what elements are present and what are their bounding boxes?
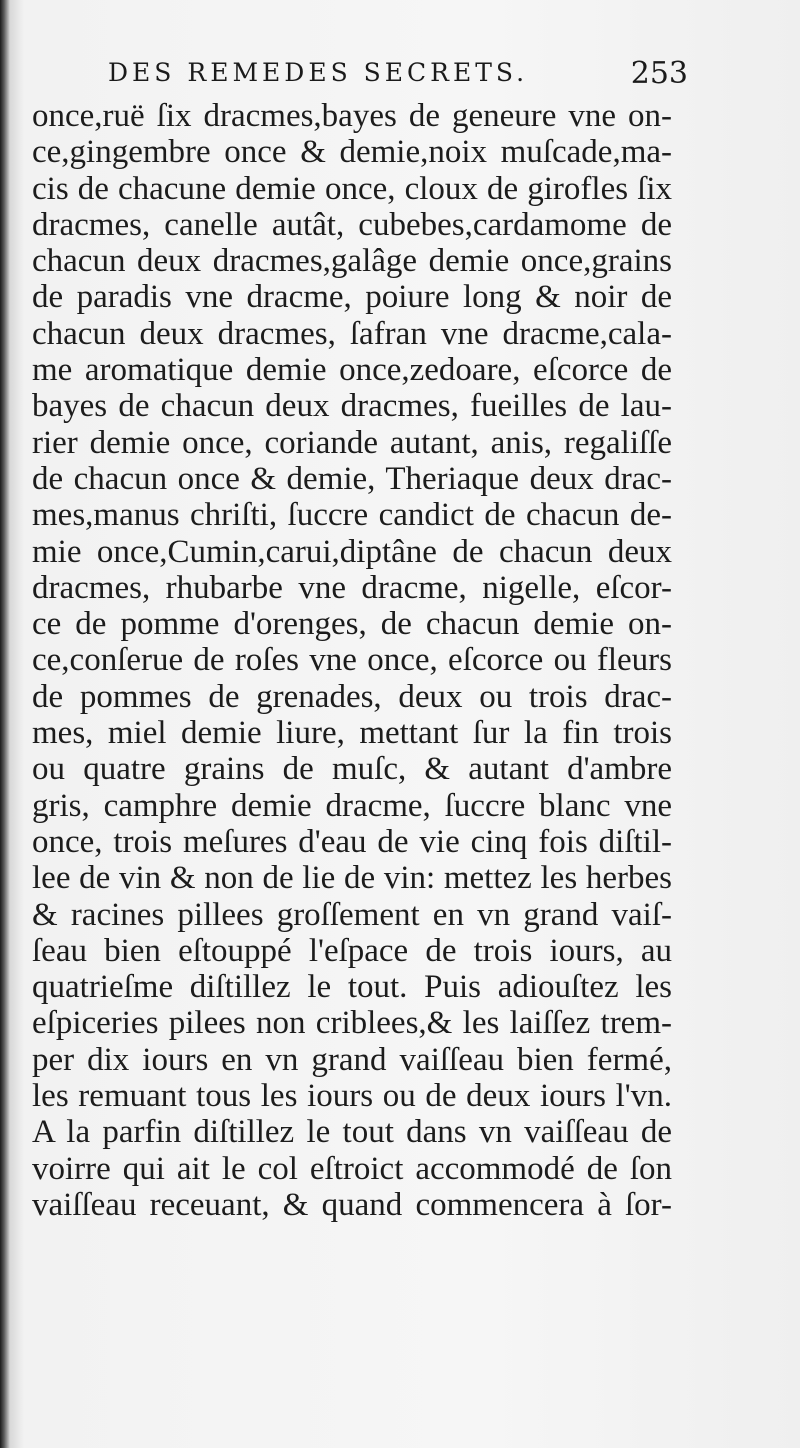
- text-line: de pommes de grenades, deux ou trois drac-: [32, 678, 672, 715]
- text-line: voirre qui ait le col eſtroict accommodé de ſon: [32, 1150, 672, 1187]
- text-line: mie once,Cumin,carui,diptâne de chacun deux: [32, 533, 672, 570]
- body-text: [32, 98, 672, 1223]
- text-line: quatrieſme diſtillez le tout. Puis adiouſtez les: [32, 969, 672, 1006]
- text-line: gris, camphre demie dracme, ſuccre blanc vne: [32, 787, 672, 824]
- text-line: ſeau bien eſtouppé l'eſpace de trois iours, au: [32, 932, 672, 969]
- text-line: dracmes, canelle autât, cubebes,cardamome de: [32, 206, 672, 243]
- text-line: chacun deux dracmes,galâge demie once,grains: [32, 243, 672, 280]
- text-line: cis de chacune demie once, cloux de girofles ſix: [32, 170, 672, 207]
- text-line: me aromatique demie once,zedoare, eſcorce de: [32, 352, 672, 389]
- text-line: ce,gingembre once & demie,noix muſcade,ma-: [32, 134, 672, 171]
- text-line: per dix iours en vn grand vaiſſeau bien fermé,: [32, 1041, 672, 1078]
- text-line: lee de vin & non de lie de vin: mettez les herbes: [32, 860, 672, 897]
- text-line: A la parfin diſtillez le tout dans vn vaiſſeau de: [32, 1114, 672, 1151]
- running-title: DES REMEDES SECRETS.: [108, 58, 529, 87]
- text-line: de paradis vne dracme, poiure long & noir de: [32, 279, 672, 316]
- text-line: chacun deux dracmes, ſafran vne dracme,cala-: [32, 315, 672, 352]
- text-line: de chacun once & demie, Theriaque deux drac-: [32, 460, 672, 497]
- text-line: ce,conſerue de roſes vne once, eſcorce ou fleurs: [32, 642, 672, 679]
- text-line: dracmes, rhubarbe vne dracme, nigelle, eſcor-: [32, 569, 672, 606]
- text-line: mes,manus chriſti, ſuccre candict de chacun de-: [32, 497, 672, 534]
- text-line: & racines pillees groſſement en vn grand vaiſ-: [32, 896, 672, 933]
- page-number: 253: [630, 56, 688, 91]
- text-line: once,ruë ſix dracmes,bayes de geneure vne on-: [32, 98, 672, 134]
- text-line: rier demie once, coriande autant, anis, regaliſſe: [32, 424, 672, 461]
- running-head: [100, 52, 700, 96]
- text-line: once, trois meſures d'eau de vie cinq fois diſtil-: [32, 823, 672, 860]
- text-line: eſpiceries pilees non criblees,& les laiſſez trem-: [32, 1005, 672, 1042]
- text-line: ou quatre grains de muſc, & autant d'ambre: [32, 751, 672, 788]
- text-line: les remuant tous les iours ou de deux iours l'vn.: [32, 1078, 672, 1115]
- text-line: vaiſſeau receuant, & quand commencera à ſor-: [32, 1186, 672, 1223]
- text-line: mes, miel demie liure, mettant ſur la fin trois: [32, 715, 672, 752]
- text-line: ce de pomme d'orenges, de chacun demie on-: [32, 606, 672, 643]
- text-line: bayes de chacun deux dracmes, fueilles de lau-: [32, 388, 672, 425]
